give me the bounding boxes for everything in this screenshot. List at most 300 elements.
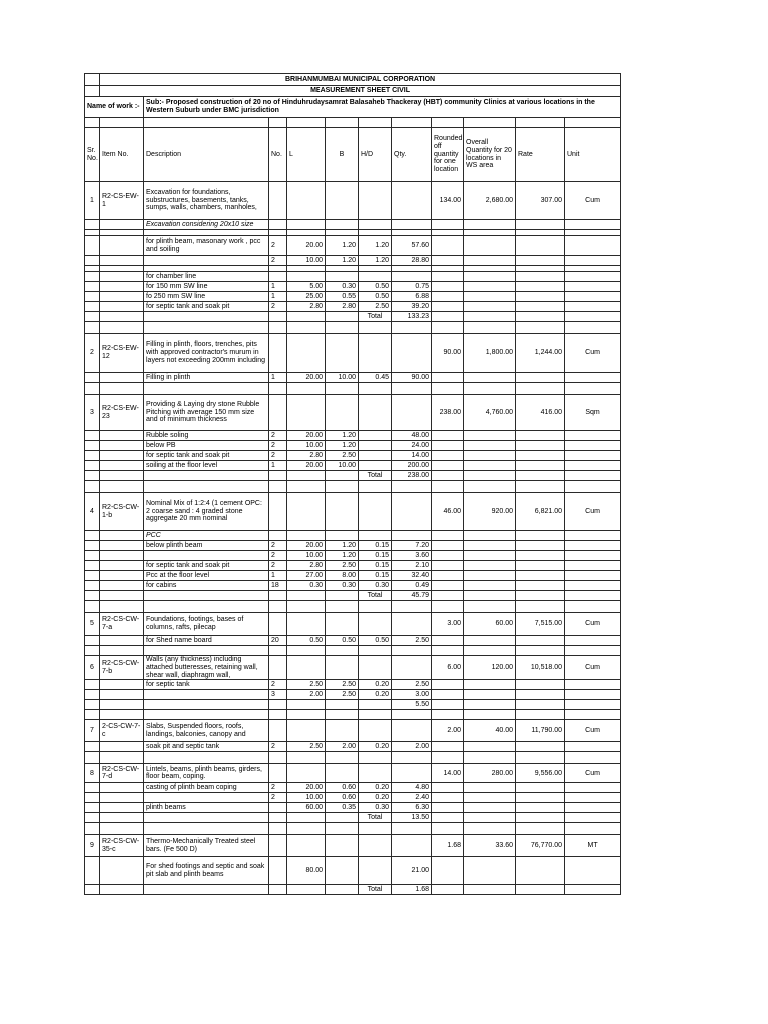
empty-cell — [432, 256, 464, 266]
measurement-hd: 0.15 — [359, 541, 392, 551]
col-rate: Rate — [516, 128, 565, 182]
empty-cell — [287, 322, 326, 334]
empty-cell — [326, 531, 359, 541]
col-no: No. — [269, 128, 287, 182]
empty-cell — [100, 636, 144, 646]
measurement-row — [85, 441, 621, 451]
empty-cell — [359, 182, 392, 220]
empty-cell — [269, 220, 287, 230]
empty-cell — [85, 823, 100, 835]
empty-cell — [100, 690, 144, 700]
measurement-no: 2 — [269, 742, 287, 752]
empty-cell — [287, 383, 326, 395]
empty-cell — [464, 461, 516, 471]
empty-cell — [85, 451, 100, 461]
measurement-qty: 57.60 — [392, 236, 432, 256]
empty-cell — [85, 690, 100, 700]
overall-quantity: 120.00 — [464, 656, 516, 680]
empty-cell — [516, 646, 565, 656]
empty-cell — [464, 541, 516, 551]
empty-cell — [392, 395, 432, 431]
measurement-row — [85, 742, 621, 752]
sr-number: 6 — [85, 656, 100, 680]
empty-cell — [287, 752, 326, 764]
empty-cell — [326, 656, 359, 680]
empty-cell — [464, 431, 516, 441]
empty-cell — [432, 312, 464, 322]
measurement-row — [85, 601, 621, 613]
empty-cell — [464, 551, 516, 561]
empty-cell — [565, 601, 621, 613]
empty-cell — [85, 256, 100, 266]
empty-cell — [392, 182, 432, 220]
empty-cell — [359, 441, 392, 451]
measurement-description: PCC — [144, 531, 269, 541]
empty-cell — [565, 803, 621, 813]
measurement-description: casting of plinth beam coping — [144, 783, 269, 793]
empty-cell — [392, 334, 432, 373]
measurement-b: 10.00 — [326, 373, 359, 383]
empty-cell — [359, 461, 392, 471]
empty-cell — [359, 764, 392, 783]
measurement-hd: 0.15 — [359, 561, 392, 571]
unit: Cum — [565, 764, 621, 783]
sheet-body — [85, 74, 621, 895]
empty-cell — [100, 481, 144, 493]
empty-cell — [432, 383, 464, 395]
measurement-description: plinth beams — [144, 803, 269, 813]
measurement-l: 10.00 — [287, 793, 326, 803]
empty-cell — [432, 581, 464, 591]
empty-cell — [516, 220, 565, 230]
empty-cell — [85, 236, 100, 256]
measurement-qty: 200.00 — [392, 461, 432, 471]
sheet-title: MEASUREMENT SHEET CIVIL — [100, 86, 621, 97]
org-title: BRIHANMUMBAI MUNICIPAL CORPORATION — [100, 74, 621, 86]
empty-cell — [269, 710, 287, 720]
empty-cell — [516, 236, 565, 256]
measurement-hd: 0.50 — [359, 292, 392, 302]
empty-cell — [565, 793, 621, 803]
measurement-description: for cabins — [144, 581, 269, 591]
empty-cell — [269, 481, 287, 493]
empty-cell — [464, 373, 516, 383]
empty-cell — [464, 383, 516, 395]
empty-cell — [432, 591, 464, 601]
empty-cell — [464, 636, 516, 646]
measurement-no: 2 — [269, 793, 287, 803]
empty-cell — [565, 383, 621, 395]
measurement-description — [144, 710, 269, 720]
measurement-hd: 0.50 — [359, 282, 392, 292]
measurement-b: 1.20 — [326, 441, 359, 451]
empty-cell — [100, 561, 144, 571]
empty-cell — [269, 493, 287, 531]
empty-cell — [326, 835, 359, 857]
measurement-description: for chamber line — [144, 272, 269, 282]
overall-quantity: 40.00 — [464, 720, 516, 742]
empty-cell — [516, 823, 565, 835]
empty-cell — [85, 531, 100, 541]
empty-cell — [464, 885, 516, 895]
measurement-description — [144, 383, 269, 395]
empty-cell — [516, 302, 565, 312]
item-main-row — [85, 764, 621, 783]
empty-cell — [565, 531, 621, 541]
empty-cell — [392, 383, 432, 395]
empty-cell — [516, 710, 565, 720]
col-overall: Overall Quantity for 20 locations in WS area — [464, 128, 516, 182]
empty-cell — [392, 481, 432, 493]
item-description: Lintels, beams, plinth beams, girders, floor beam, coping. — [144, 764, 269, 783]
measurement-description: soak pit and septic tank — [144, 742, 269, 752]
empty-cell — [464, 857, 516, 885]
empty-cell — [392, 322, 432, 334]
empty-cell — [287, 395, 326, 431]
empty-cell — [269, 813, 287, 823]
empty-cell — [100, 292, 144, 302]
measurement-b: 0.50 — [326, 636, 359, 646]
unit: Cum — [565, 720, 621, 742]
measurement-l: 2.80 — [287, 451, 326, 461]
empty-cell — [85, 312, 100, 322]
empty-cell — [565, 742, 621, 752]
measurement-hd: Total — [359, 591, 392, 601]
empty-cell — [85, 322, 100, 334]
empty-cell — [516, 461, 565, 471]
measurement-description: for septic tank and soak pit — [144, 302, 269, 312]
measurement-row — [85, 591, 621, 601]
measurement-row — [85, 581, 621, 591]
measurement-no: 1 — [269, 282, 287, 292]
rate: 11,790.00 — [516, 720, 565, 742]
measurement-hd: 0.30 — [359, 803, 392, 813]
empty-cell — [565, 561, 621, 571]
unit: Cum — [565, 182, 621, 220]
empty-cell — [432, 680, 464, 690]
empty-cell — [100, 272, 144, 282]
measurement-no: 2 — [269, 783, 287, 793]
empty-cell — [464, 803, 516, 813]
empty-cell — [516, 813, 565, 823]
measurement-row — [85, 646, 621, 656]
measurement-description: for septic tank and soak pit — [144, 561, 269, 571]
measurement-qty: 0.75 — [392, 282, 432, 292]
empty-cell — [464, 571, 516, 581]
empty-cell — [326, 272, 359, 282]
overall-quantity: 60.00 — [464, 613, 516, 636]
measurement-l: 5.00 — [287, 282, 326, 292]
empty-cell — [565, 461, 621, 471]
empty-cell — [565, 700, 621, 710]
measurement-qty: 6.30 — [392, 803, 432, 813]
empty-cell — [516, 601, 565, 613]
empty-cell — [516, 783, 565, 793]
empty-cell — [100, 857, 144, 885]
empty-cell — [565, 551, 621, 561]
measurement-hd: 0.20 — [359, 690, 392, 700]
measurement-b: 0.55 — [326, 292, 359, 302]
empty-cell — [287, 272, 326, 282]
empty-cell — [464, 690, 516, 700]
unit: Cum — [565, 656, 621, 680]
measurement-qty: 45.79 — [392, 591, 432, 601]
empty-cell — [100, 431, 144, 441]
spacer-row — [85, 118, 621, 128]
empty-cell — [326, 471, 359, 481]
measurement-qty: 133.23 — [392, 312, 432, 322]
measurement-l: 10.00 — [287, 551, 326, 561]
empty-cell — [100, 383, 144, 395]
empty-cell — [516, 256, 565, 266]
item-main-row — [85, 395, 621, 431]
sr-number: 5 — [85, 613, 100, 636]
overall-quantity: 4,760.00 — [464, 395, 516, 431]
empty-cell — [516, 282, 565, 292]
empty-cell — [85, 383, 100, 395]
empty-cell — [516, 561, 565, 571]
measurement-l: 2.50 — [287, 742, 326, 752]
col-sr: Sr. No. — [85, 128, 100, 182]
measurement-row — [85, 710, 621, 720]
empty-cell — [464, 700, 516, 710]
empty-cell — [464, 646, 516, 656]
empty-cell — [464, 591, 516, 601]
measurement-sheet-table — [84, 73, 621, 895]
empty-cell — [464, 292, 516, 302]
empty-cell — [565, 571, 621, 581]
empty-cell — [287, 710, 326, 720]
measurement-description — [144, 813, 269, 823]
empty-cell — [326, 720, 359, 742]
measurement-no: 2 — [269, 441, 287, 451]
empty-cell — [516, 441, 565, 451]
measurement-description — [144, 256, 269, 266]
measurement-qty: 3.00 — [392, 690, 432, 700]
empty-cell — [359, 431, 392, 441]
empty-cell — [100, 680, 144, 690]
empty-cell — [85, 636, 100, 646]
empty-cell — [392, 823, 432, 835]
measurement-l: 10.00 — [287, 441, 326, 451]
empty-cell — [432, 441, 464, 451]
unit: Sqm — [565, 395, 621, 431]
empty-cell — [432, 601, 464, 613]
item-main-row — [85, 835, 621, 857]
empty-cell — [269, 322, 287, 334]
empty-cell — [326, 813, 359, 823]
empty-cell — [359, 646, 392, 656]
empty-cell — [100, 581, 144, 591]
measurement-l: 20.00 — [287, 541, 326, 551]
measurement-row — [85, 481, 621, 493]
empty-cell — [326, 764, 359, 783]
empty-cell — [432, 793, 464, 803]
measurement-b: 2.50 — [326, 690, 359, 700]
empty-cell — [464, 481, 516, 493]
item-main-row — [85, 613, 621, 636]
empty-cell — [565, 680, 621, 690]
measurement-row — [85, 312, 621, 322]
measurement-qty: 48.00 — [392, 431, 432, 441]
empty-cell — [85, 591, 100, 601]
empty-cell — [565, 710, 621, 720]
empty-cell — [85, 220, 100, 230]
empty-cell — [516, 636, 565, 646]
measurement-description: Pcc at the floor level — [144, 571, 269, 581]
empty-cell — [100, 803, 144, 813]
empty-cell — [565, 220, 621, 230]
empty-cell — [516, 857, 565, 885]
measurement-hd: 0.20 — [359, 793, 392, 803]
empty-cell — [359, 601, 392, 613]
empty-cell — [565, 471, 621, 481]
measurement-description — [144, 591, 269, 601]
empty-cell — [516, 690, 565, 700]
rounded-quantity: 46.00 — [432, 493, 464, 531]
empty-cell — [432, 561, 464, 571]
measurement-qty: 28.80 — [392, 256, 432, 266]
empty-cell — [287, 823, 326, 835]
measurement-hd: 0.30 — [359, 581, 392, 591]
empty-cell — [432, 322, 464, 334]
empty-cell — [565, 272, 621, 282]
measurement-row — [85, 322, 621, 334]
overall-quantity: 920.00 — [464, 493, 516, 531]
empty-cell — [516, 471, 565, 481]
empty-cell — [392, 710, 432, 720]
empty-cell — [565, 282, 621, 292]
empty-cell — [326, 383, 359, 395]
measurement-description: Rubble soling — [144, 431, 269, 441]
rate: 10,518.00 — [516, 656, 565, 680]
measurement-qty: 2.50 — [392, 680, 432, 690]
measurement-description — [144, 885, 269, 895]
measurement-row — [85, 823, 621, 835]
measurement-l: 60.00 — [287, 803, 326, 813]
measurement-description: Excavation considering 20x10 size — [144, 220, 269, 230]
measurement-l: 20.00 — [287, 236, 326, 256]
empty-cell — [269, 395, 287, 431]
measurement-b: 2.50 — [326, 680, 359, 690]
measurement-qty: 7.20 — [392, 541, 432, 551]
empty-cell — [516, 431, 565, 441]
rounded-quantity: 3.00 — [432, 613, 464, 636]
empty-cell — [326, 334, 359, 373]
measurement-description: below PB — [144, 441, 269, 451]
col-qty: Qty. — [392, 128, 432, 182]
measurement-row — [85, 885, 621, 895]
measurement-description: fo 250 mm SW line — [144, 292, 269, 302]
empty-cell — [565, 752, 621, 764]
empty-cell — [269, 885, 287, 895]
empty-cell — [85, 541, 100, 551]
empty-cell — [565, 646, 621, 656]
empty-cell — [565, 591, 621, 601]
measurement-hd: 0.15 — [359, 571, 392, 581]
empty-cell — [565, 581, 621, 591]
measurement-row — [85, 561, 621, 571]
empty-cell — [100, 461, 144, 471]
column-header-row — [85, 128, 621, 182]
measurement-b: 1.20 — [326, 551, 359, 561]
empty-cell — [432, 220, 464, 230]
empty-cell — [432, 481, 464, 493]
empty-cell — [100, 793, 144, 803]
empty-cell — [269, 591, 287, 601]
empty-cell — [85, 700, 100, 710]
measurement-row — [85, 857, 621, 885]
measurement-no: 2 — [269, 541, 287, 551]
col-hd: H/D — [359, 128, 392, 182]
empty-cell — [326, 752, 359, 764]
measurement-no: 2 — [269, 551, 287, 561]
empty-cell — [269, 764, 287, 783]
rounded-quantity: 14.00 — [432, 764, 464, 783]
empty-cell — [326, 220, 359, 230]
measurement-description — [144, 700, 269, 710]
empty-cell — [516, 322, 565, 334]
empty-cell — [287, 591, 326, 601]
empty-cell — [326, 481, 359, 493]
measurement-qty: 21.00 — [392, 857, 432, 885]
empty-cell — [287, 656, 326, 680]
empty-cell — [100, 571, 144, 581]
measurement-l: 2.80 — [287, 561, 326, 571]
measurement-hd: Total — [359, 885, 392, 895]
item-description: Slabs, Suspended floors, roofs, landings, balconies, canopy and — [144, 720, 269, 742]
sr-number: 3 — [85, 395, 100, 431]
measurement-hd: 0.50 — [359, 636, 392, 646]
empty-cell — [464, 312, 516, 322]
empty-cell — [432, 471, 464, 481]
empty-cell — [516, 700, 565, 710]
empty-cell — [359, 656, 392, 680]
measurement-row — [85, 813, 621, 823]
empty-cell — [100, 302, 144, 312]
col-description: Description — [144, 128, 269, 182]
measurement-row — [85, 292, 621, 302]
empty-cell — [287, 720, 326, 742]
empty-cell — [359, 272, 392, 282]
empty-cell — [287, 835, 326, 857]
col-item: Item No. — [100, 128, 144, 182]
item-number: R2-CS-EW-1 — [100, 182, 144, 220]
measurement-b: 0.60 — [326, 793, 359, 803]
empty-cell — [565, 373, 621, 383]
measurement-description: for 150 mm SW line — [144, 282, 269, 292]
empty-cell — [269, 803, 287, 813]
rate: 76,770.00 — [516, 835, 565, 857]
empty-cell — [359, 700, 392, 710]
empty-cell — [269, 656, 287, 680]
empty-cell — [85, 471, 100, 481]
col-b: B — [326, 128, 359, 182]
measurement-hd: 0.45 — [359, 373, 392, 383]
sr-number: 7 — [85, 720, 100, 742]
measurement-description — [144, 481, 269, 493]
measurement-hd: 1.20 — [359, 236, 392, 256]
measurement-row — [85, 531, 621, 541]
measurement-row — [85, 803, 621, 813]
empty-cell — [464, 451, 516, 461]
empty-cell — [359, 322, 392, 334]
measurement-b: 10.00 — [326, 461, 359, 471]
empty-cell — [432, 813, 464, 823]
empty-cell — [565, 441, 621, 451]
rate: 9,556.00 — [516, 764, 565, 783]
empty-cell — [392, 646, 432, 656]
